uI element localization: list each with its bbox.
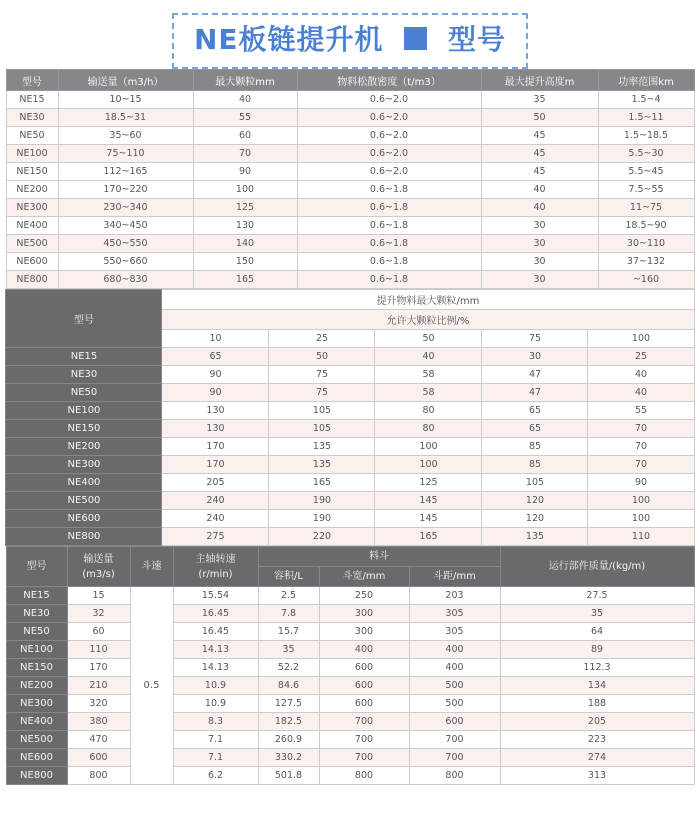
value-cell: 210 <box>67 677 130 695</box>
value-cell: 40 <box>481 199 598 217</box>
value-cell: 340~450 <box>58 217 193 235</box>
model-cell: NE600 <box>6 749 67 767</box>
value-cell: 0.6~2.0 <box>297 91 481 109</box>
model-cell: NE100 <box>6 641 67 659</box>
value-cell: 60 <box>67 623 130 641</box>
value-cell: 150 <box>193 253 297 271</box>
value-cell: 170 <box>162 456 269 474</box>
table-row <box>6 163 694 181</box>
value-cell: 600 <box>319 659 409 677</box>
value-cell: 0.6~2.0 <box>297 145 481 163</box>
particle-sub-header: 允许大颗粒比例/% <box>162 310 694 330</box>
value-cell: 11~75 <box>598 199 694 217</box>
value-cell: 10~15 <box>58 91 193 109</box>
main-spec-table <box>6 69 695 289</box>
value-cell: 100 <box>375 456 482 474</box>
value-cell: 223 <box>500 731 694 749</box>
value-cell: 501.8 <box>258 767 319 785</box>
value-cell: 165 <box>193 271 297 289</box>
column-header: 最大颗粒mm <box>193 70 297 91</box>
value-cell: 0.6~1.8 <box>297 199 481 217</box>
value-cell: 300 <box>319 623 409 641</box>
value-cell: 305 <box>409 605 500 623</box>
tick-cell: 100 <box>588 330 694 348</box>
value-cell: 0.6~1.8 <box>297 253 481 271</box>
value-cell: 700 <box>409 749 500 767</box>
tick-cell: 75 <box>482 330 588 348</box>
value-cell: 274 <box>500 749 694 767</box>
table-row <box>6 587 694 605</box>
value-cell: 0.6~1.8 <box>297 181 481 199</box>
main-spec-body <box>6 91 694 289</box>
column-header: 最大提升高度m <box>481 70 598 91</box>
bucket-width-header: 斗宽/mm <box>319 567 409 587</box>
value-cell: 205 <box>500 713 694 731</box>
table-row <box>6 731 694 749</box>
value-cell: 16.45 <box>173 623 258 641</box>
value-cell: 30 <box>481 271 598 289</box>
value-cell: 0.6~1.8 <box>297 271 481 289</box>
table-row <box>6 366 694 384</box>
value-cell: 47 <box>482 366 588 384</box>
value-cell: 240 <box>162 510 269 528</box>
value-cell: 165 <box>269 474 375 492</box>
table-row <box>6 695 694 713</box>
value-cell: 135 <box>269 438 375 456</box>
value-cell: 135 <box>269 456 375 474</box>
value-cell: 260.9 <box>258 731 319 749</box>
particle-group-header: 提升物料最大颗粒/mm <box>162 290 694 310</box>
bucket-conveying-header <box>67 547 130 587</box>
value-cell: 70 <box>588 438 694 456</box>
value-cell: 120 <box>482 492 588 510</box>
value-cell: 60 <box>193 127 297 145</box>
model-cell: NE300 <box>6 695 67 713</box>
table-row <box>6 528 694 546</box>
model-cell: NE15 <box>6 587 67 605</box>
value-cell: 203 <box>409 587 500 605</box>
tick-cell: 25 <box>269 330 375 348</box>
table-row <box>6 749 694 767</box>
value-cell: 240 <box>162 492 269 510</box>
value-cell: 45 <box>481 127 598 145</box>
value-cell: 110 <box>67 641 130 659</box>
value-cell: 700 <box>319 713 409 731</box>
value-cell: 40 <box>375 348 482 366</box>
value-cell: 30 <box>482 348 588 366</box>
spindle-line2: (r/min) <box>198 568 233 580</box>
conveying-line1: 输送量 <box>83 553 114 565</box>
model-cell: NE500 <box>6 492 162 510</box>
model-cell: NE600 <box>6 253 58 271</box>
value-cell: 30~110 <box>598 235 694 253</box>
table-row <box>6 145 694 163</box>
value-cell: 220 <box>269 528 375 546</box>
value-cell: 85 <box>482 456 588 474</box>
value-cell: 330.2 <box>258 749 319 767</box>
value-cell: 80 <box>375 420 482 438</box>
value-cell: 90 <box>162 366 269 384</box>
value-cell: 2.5 <box>258 587 319 605</box>
value-cell: 400 <box>409 641 500 659</box>
table-row <box>6 677 694 695</box>
table-row <box>6 492 694 510</box>
value-cell: 135 <box>482 528 588 546</box>
value-cell: 55 <box>588 402 694 420</box>
model-cell: NE300 <box>6 199 58 217</box>
table-row <box>6 109 694 127</box>
value-cell: 40 <box>193 91 297 109</box>
value-cell: 550~660 <box>58 253 193 271</box>
value-cell: 6.2 <box>173 767 258 785</box>
value-cell: 700 <box>409 731 500 749</box>
value-cell: 188 <box>500 695 694 713</box>
table-row <box>6 217 694 235</box>
value-cell: 190 <box>269 510 375 528</box>
page-title <box>172 13 528 69</box>
title-section: 型号 <box>448 23 507 56</box>
column-header: 物料松散密度（t/m3） <box>297 70 481 91</box>
table-row <box>6 199 694 217</box>
value-cell: 100 <box>375 438 482 456</box>
value-cell: 130 <box>193 217 297 235</box>
column-header: 功率范围km <box>598 70 694 91</box>
value-cell: 313 <box>500 767 694 785</box>
value-cell: 90 <box>588 474 694 492</box>
value-cell: 75 <box>269 384 375 402</box>
value-cell: 105 <box>269 420 375 438</box>
bucket-speed-value: 0.5 <box>130 587 173 785</box>
value-cell: 45 <box>481 163 598 181</box>
value-cell: 16.45 <box>173 605 258 623</box>
value-cell: 100 <box>193 181 297 199</box>
value-cell: 84.6 <box>258 677 319 695</box>
title-product: NE板链提升机 <box>193 23 384 56</box>
value-cell: 130 <box>162 402 269 420</box>
model-cell: NE500 <box>6 235 58 253</box>
value-cell: 112~165 <box>58 163 193 181</box>
value-cell: 0.6~1.8 <box>297 217 481 235</box>
value-cell: 15 <box>67 587 130 605</box>
bucket-volume-header: 容积/L <box>258 567 319 587</box>
value-cell: 170~220 <box>58 181 193 199</box>
table-row <box>6 235 694 253</box>
value-cell: 600 <box>67 749 130 767</box>
value-cell: 205 <box>162 474 269 492</box>
value-cell: 500 <box>409 695 500 713</box>
value-cell: 230~340 <box>58 199 193 217</box>
table-row <box>6 641 694 659</box>
value-cell: 14.13 <box>173 641 258 659</box>
table-row <box>6 402 694 420</box>
table-row <box>6 623 694 641</box>
value-cell: 800 <box>67 767 130 785</box>
value-cell: 250 <box>319 587 409 605</box>
value-cell: ~160 <box>598 271 694 289</box>
bucket-speed-header: 斗速 <box>130 547 173 587</box>
value-cell: 37~132 <box>598 253 694 271</box>
value-cell: 65 <box>162 348 269 366</box>
model-cell: NE600 <box>6 510 162 528</box>
value-cell: 70 <box>588 456 694 474</box>
value-cell: 190 <box>269 492 375 510</box>
table-row <box>6 384 694 402</box>
bucket-table-body <box>6 587 694 785</box>
value-cell: 0.6~2.0 <box>297 109 481 127</box>
value-cell: 0.6~1.8 <box>297 235 481 253</box>
value-cell: 110 <box>588 528 694 546</box>
value-cell: 134 <box>500 677 694 695</box>
value-cell: 40 <box>588 366 694 384</box>
value-cell: 500 <box>409 677 500 695</box>
table-row <box>6 438 694 456</box>
value-cell: 10.9 <box>173 695 258 713</box>
value-cell: 58 <box>375 366 482 384</box>
value-cell: 100 <box>588 492 694 510</box>
value-cell: 18.5~31 <box>58 109 193 127</box>
value-cell: 10.9 <box>173 677 258 695</box>
model-cell: NE800 <box>6 528 162 546</box>
value-cell: 75~110 <box>58 145 193 163</box>
value-cell: 75 <box>269 366 375 384</box>
value-cell: 450~550 <box>58 235 193 253</box>
table-row <box>6 91 694 109</box>
table-row <box>6 181 694 199</box>
value-cell: 7.1 <box>173 749 258 767</box>
bucket-group-header: 料斗 <box>258 547 500 567</box>
value-cell: 300 <box>319 605 409 623</box>
table-row <box>6 713 694 731</box>
value-cell: 50 <box>481 109 598 127</box>
value-cell: 380 <box>67 713 130 731</box>
value-cell: 7.5~55 <box>598 181 694 199</box>
column-header: 输送量（m3/h） <box>58 70 193 91</box>
value-cell: 15.54 <box>173 587 258 605</box>
model-cell: NE500 <box>6 731 67 749</box>
model-cell: NE150 <box>6 659 67 677</box>
value-cell: 700 <box>319 731 409 749</box>
table-row <box>6 767 694 785</box>
model-cell: NE150 <box>6 163 58 181</box>
bucket-pitch-header: 斗距/mm <box>409 567 500 587</box>
model-cell: NE400 <box>6 474 162 492</box>
value-cell: 600 <box>319 677 409 695</box>
value-cell: 64 <box>500 623 694 641</box>
value-cell: 125 <box>375 474 482 492</box>
table-row <box>6 127 694 145</box>
value-cell: 55 <box>193 109 297 127</box>
model-cell: NE300 <box>6 456 162 474</box>
value-cell: 7.1 <box>173 731 258 749</box>
value-cell: 65 <box>482 420 588 438</box>
column-header: 型号 <box>6 70 58 91</box>
value-cell: 182.5 <box>258 713 319 731</box>
value-cell: 18.5~90 <box>598 217 694 235</box>
value-cell: 680~830 <box>58 271 193 289</box>
value-cell: 50 <box>269 348 375 366</box>
value-cell: 1.5~11 <box>598 109 694 127</box>
spindle-header <box>173 547 258 587</box>
value-cell: 5.5~30 <box>598 145 694 163</box>
value-cell: 275 <box>162 528 269 546</box>
table-row <box>6 605 694 623</box>
value-cell: 25 <box>588 348 694 366</box>
value-cell: 85 <box>482 438 588 456</box>
model-cell: NE50 <box>6 384 162 402</box>
value-cell: 32 <box>67 605 130 623</box>
value-cell: 70 <box>588 420 694 438</box>
value-cell: 125 <box>193 199 297 217</box>
model-cell: NE100 <box>6 145 58 163</box>
tick-cell: 50 <box>375 330 482 348</box>
square-icon <box>404 27 427 50</box>
value-cell: 35 <box>481 91 598 109</box>
table-row <box>6 420 694 438</box>
value-cell: 0.6~2.0 <box>297 127 481 145</box>
value-cell: 170 <box>162 438 269 456</box>
model-cell: NE150 <box>6 420 162 438</box>
value-cell: 600 <box>319 695 409 713</box>
value-cell: 89 <box>500 641 694 659</box>
table-row <box>6 510 694 528</box>
model-cell: NE800 <box>6 767 67 785</box>
value-cell: 52.2 <box>258 659 319 677</box>
running-mass-header: 运行部件质量/(kg/m) <box>500 547 694 587</box>
value-cell: 400 <box>319 641 409 659</box>
bucket-header-row-1 <box>6 547 694 567</box>
value-cell: 90 <box>193 163 297 181</box>
value-cell: 165 <box>375 528 482 546</box>
value-cell: 35~60 <box>58 127 193 145</box>
value-cell: 14.13 <box>173 659 258 677</box>
main-spec-header-row <box>6 70 694 91</box>
value-cell: 100 <box>588 510 694 528</box>
model-cell: NE400 <box>6 217 58 235</box>
table-row <box>6 348 694 366</box>
value-cell: 47 <box>482 384 588 402</box>
particle-table <box>5 289 694 546</box>
model-cell: NE50 <box>6 623 67 641</box>
value-cell: 400 <box>409 659 500 677</box>
value-cell: 8.3 <box>173 713 258 731</box>
bucket-table <box>6 546 695 785</box>
value-cell: 145 <box>375 492 482 510</box>
value-cell: 45 <box>481 145 598 163</box>
value-cell: 600 <box>409 713 500 731</box>
value-cell: 130 <box>162 420 269 438</box>
table-row <box>6 456 694 474</box>
model-cell: NE15 <box>6 91 58 109</box>
value-cell: 120 <box>482 510 588 528</box>
model-cell: NE15 <box>6 348 162 366</box>
value-cell: 40 <box>481 181 598 199</box>
value-cell: 112.3 <box>500 659 694 677</box>
conveying-line2: (m3/s) <box>82 568 115 580</box>
model-cell: NE400 <box>6 713 67 731</box>
table-row <box>6 474 694 492</box>
value-cell: 35 <box>258 641 319 659</box>
value-cell: 140 <box>193 235 297 253</box>
table-row <box>6 253 694 271</box>
value-cell: 15.7 <box>258 623 319 641</box>
model-cell: NE30 <box>6 605 67 623</box>
value-cell: 40 <box>588 384 694 402</box>
value-cell: 30 <box>481 235 598 253</box>
value-cell: 800 <box>409 767 500 785</box>
value-cell: 800 <box>319 767 409 785</box>
value-cell: 1.5~4 <box>598 91 694 109</box>
value-cell: 65 <box>482 402 588 420</box>
particle-group-row <box>6 290 694 310</box>
model-cell: NE200 <box>6 677 67 695</box>
model-cell: NE200 <box>6 181 58 199</box>
tick-cell: 10 <box>162 330 269 348</box>
page-header <box>0 0 700 69</box>
value-cell: 470 <box>67 731 130 749</box>
value-cell: 0.6~2.0 <box>297 163 481 181</box>
value-cell: 170 <box>67 659 130 677</box>
value-cell: 30 <box>481 217 598 235</box>
model-cell: NE800 <box>6 271 58 289</box>
model-cell: NE200 <box>6 438 162 456</box>
bucket-model-header: 型号 <box>6 547 67 587</box>
spindle-line1: 主轴转速 <box>195 553 236 565</box>
model-cell: NE30 <box>6 109 58 127</box>
model-cell: NE100 <box>6 402 162 420</box>
value-cell: 305 <box>409 623 500 641</box>
value-cell: 7.8 <box>258 605 319 623</box>
value-cell: 90 <box>162 384 269 402</box>
value-cell: 70 <box>193 145 297 163</box>
particle-model-header: 型号 <box>6 290 162 348</box>
value-cell: 80 <box>375 402 482 420</box>
value-cell: 30 <box>481 253 598 271</box>
value-cell: 5.5~45 <box>598 163 694 181</box>
value-cell: 58 <box>375 384 482 402</box>
value-cell: 105 <box>482 474 588 492</box>
value-cell: 320 <box>67 695 130 713</box>
value-cell: 127.5 <box>258 695 319 713</box>
value-cell: 27.5 <box>500 587 694 605</box>
model-cell: NE50 <box>6 127 58 145</box>
value-cell: 1.5~18.5 <box>598 127 694 145</box>
table-row <box>6 271 694 289</box>
particle-table-body <box>6 290 694 546</box>
value-cell: 105 <box>269 402 375 420</box>
value-cell: 35 <box>500 605 694 623</box>
value-cell: 145 <box>375 510 482 528</box>
value-cell: 700 <box>319 749 409 767</box>
table-row <box>6 659 694 677</box>
model-cell: NE30 <box>6 366 162 384</box>
